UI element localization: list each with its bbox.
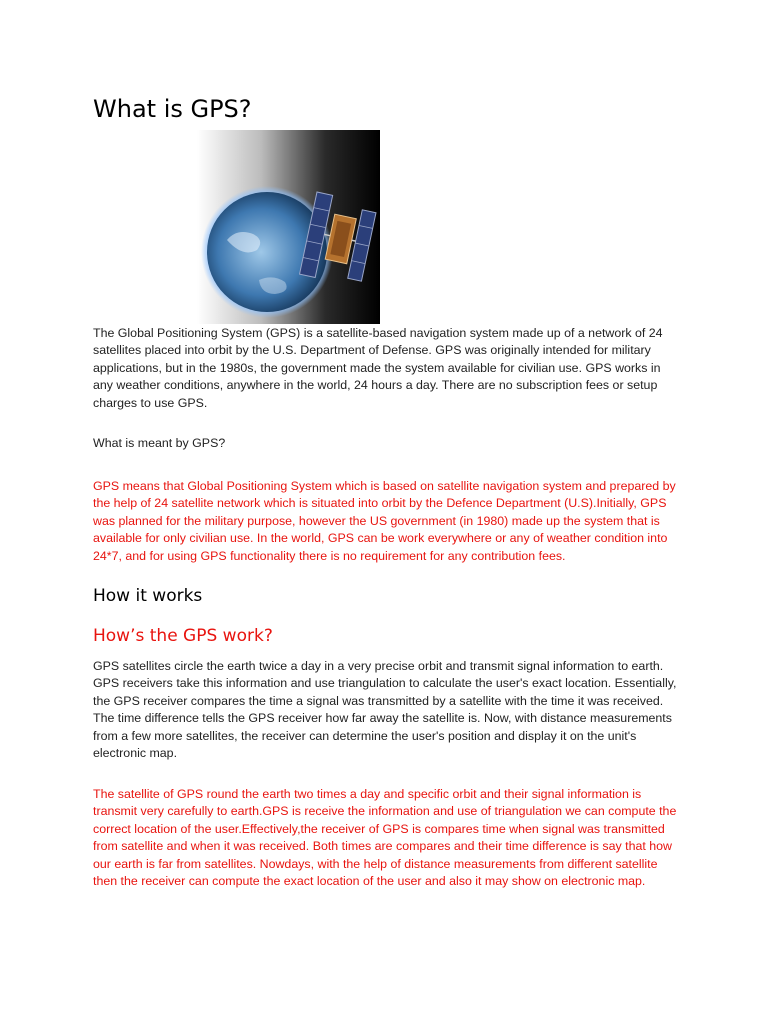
satellite-earth-illustration bbox=[197, 130, 380, 324]
section-heading-how-it-works: How it works bbox=[93, 586, 203, 606]
section-heading-red: How’s the GPS work? bbox=[93, 626, 273, 646]
page-title: What is GPS? bbox=[93, 95, 252, 123]
rewritten-paragraph-red: The satellite of GPS round the earth two times a day and specific orbit and their signal information is transmit very carefully to earth.GPS is receive the information and use of triangulation we can compute the correct location of the user.Effectively,the receiver of GPS is compares time when signal was transmitted from satellite and when it was received. Both times are compares and their time difference is say that how our earth is far from satellites. Nowdays, with the help of distance measurements from different satellite then the receiver can compute the exact location of the user and also it may show on electronic map. bbox=[93, 787, 677, 889]
intro-paragraph: The Global Positioning System (GPS) is a satellite-based navigation system made up of a network of 24 satellites placed into orbit by the U.S. Department of Defense. GPS was originally intended for military applications, but in the 1980s, the government made the system available for civilian use. GPS works in any weather conditions, anywhere in the world, 24 hours a day. There are no subscription fees or setup charges to use GPS. bbox=[93, 326, 663, 410]
gps-satellite-image bbox=[197, 130, 380, 324]
how-it-works-paragraph: GPS satellites circle the earth twice a day in a very precise orbit and transmit signal information to earth. GPS receivers take this information and use triangulation to calculate the user's exact location. Essentially, the GPS receiver compares the time a signal was transmitted by a satellite with the time it was received. The time difference tells the GPS receiver how far away the satellite is. Now, with distance measurements from a few more satellites, the receiver can determine the user's position and display it on the unit's electronic map. bbox=[93, 659, 677, 761]
answer-paragraph-red: GPS means that Global Positioning System which is based on satellite navigation system and prepared by the help of 24 satellite network which is situated into orbit by the Defence Department (U.S).Initially, GPS was planned for the military purpose, however the US government (in 1980) made up the system that is available for only civilian use. In the world, GPS can be work everywhere or any of weather condition into 24*7, and for using GPS functionality there is no requirement for any contribution fees. bbox=[93, 479, 676, 563]
question-text: What is meant by GPS? bbox=[93, 436, 226, 450]
